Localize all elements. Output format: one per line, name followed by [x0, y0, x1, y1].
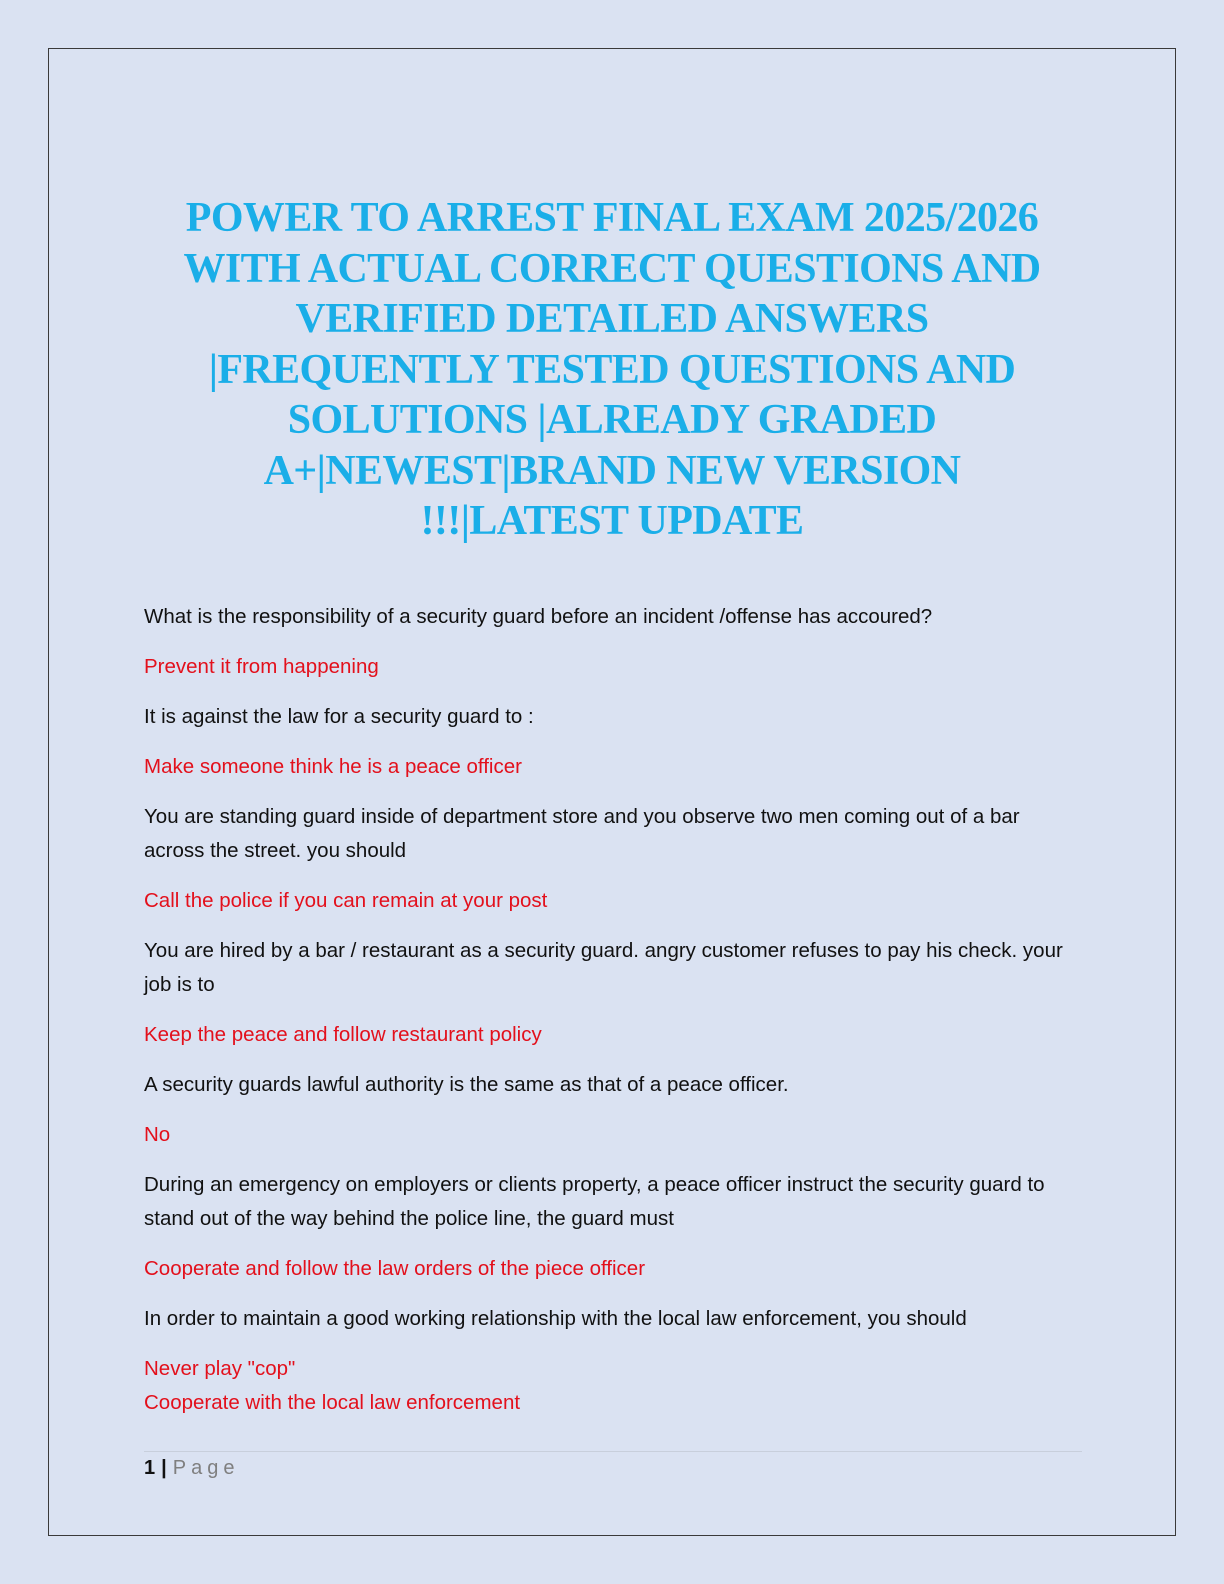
- page-number: 1: [144, 1457, 156, 1479]
- title-line: |FREQUENTLY TESTED QUESTIONS AND: [208, 346, 1016, 393]
- page-footer: [144, 1454, 239, 1482]
- question-text: A security guards lawful authority is the same as that of a peace officer.: [144, 1073, 789, 1096]
- question-text: It is against the law for a security guard to :: [144, 705, 534, 728]
- title-line: POWER TO ARREST FINAL EXAM 2025/2026: [185, 195, 1039, 241]
- answer-text: Make someone think he is a peace officer: [144, 755, 522, 778]
- question-text: You are hired by a bar / restaurant as a security guard. angry customer refuses to pay his check. your job is to: [144, 939, 1063, 996]
- title-line: !!!|LATEST UPDATE: [420, 498, 804, 544]
- answer-text: Keep the peace and follow restaurant policy: [144, 1023, 542, 1046]
- answer-text: [144, 1352, 1084, 1420]
- question-text: In order to maintain a good working relationship with the local law enforcement, you should: [144, 1307, 967, 1330]
- title-line: A+|NEWEST|BRAND NEW VERSION: [263, 447, 961, 494]
- title-line: VERIFIED DETAILED ANSWERS: [295, 296, 929, 342]
- answer-line: Cooperate with the local law enforcement: [144, 1391, 521, 1414]
- footer-separator: |: [161, 1457, 167, 1479]
- answer-text: No: [144, 1123, 171, 1146]
- title-line: SOLUTIONS |ALREADY GRADED: [287, 397, 937, 443]
- question-answer-list: [144, 600, 1084, 1436]
- question-text: You are standing guard inside of department store and you observe two men coming out of a bar across the street. you should: [144, 805, 1020, 862]
- answer-text: Cooperate and follow the law orders of the piece officer: [144, 1257, 646, 1280]
- document-title: [145, 193, 1079, 547]
- question-text: What is the responsibility of a security guard before an incident /offense has accoured?: [144, 605, 933, 628]
- page-label: Page: [172, 1457, 240, 1479]
- answer-line: Never play "cop": [144, 1357, 296, 1380]
- answer-text: Prevent it from happening: [144, 655, 379, 678]
- question-text: During an emergency on employers or clients property, a peace officer instruct the security guard to stand out of the way behind the police line, the guard must: [144, 1173, 1045, 1230]
- title-line: WITH ACTUAL CORRECT QUESTIONS AND: [183, 245, 1041, 292]
- footer-divider: [144, 1451, 1082, 1452]
- answer-text: Call the police if you can remain at your post: [144, 889, 548, 912]
